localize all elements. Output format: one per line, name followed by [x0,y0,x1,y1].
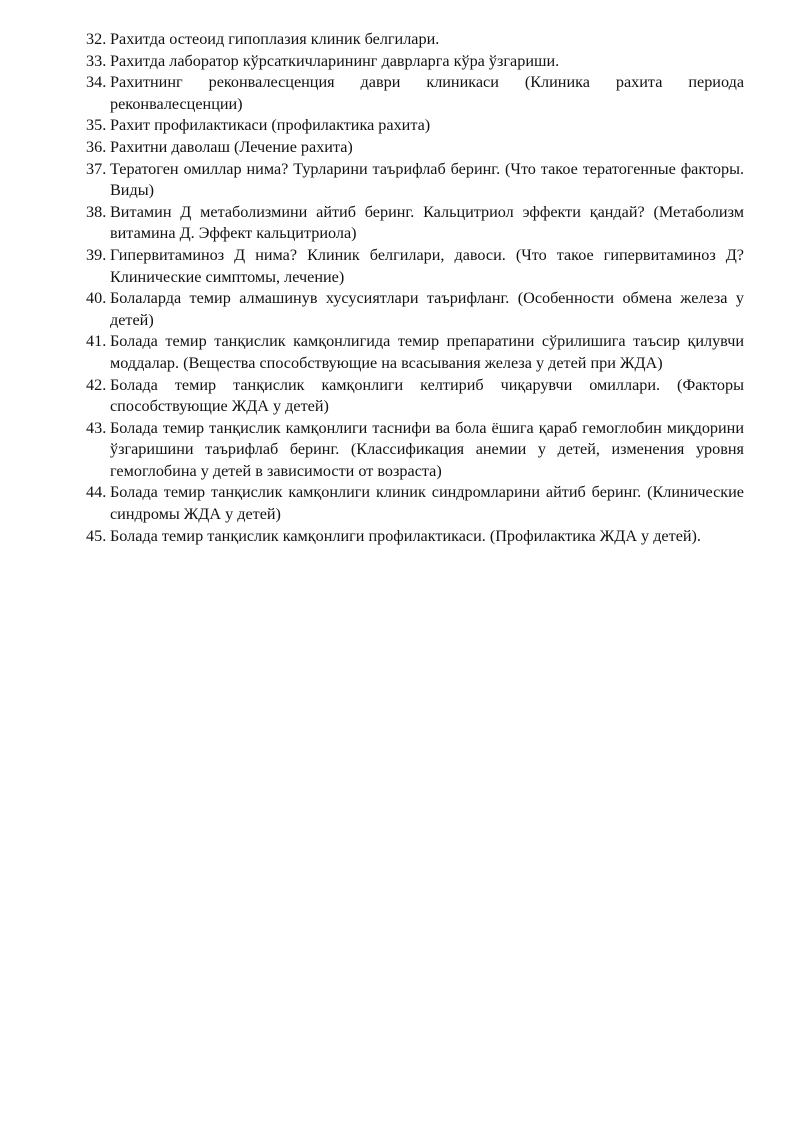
question-item-45 [86,526,744,548]
question-text: Рахит профилактикаси (профилактика рахита) [110,116,431,135]
question-list [86,29,744,547]
question-text: Болаларда темир алмашинув хусусиятлари таърифланг. (Особенности обмена железа у детей) [110,289,744,329]
question-item-44 [86,482,744,525]
question-text: Тератоген омиллар нима? Турларини таърифлаб беринг. (Что такое тератогенные факторы. Виды) [110,159,744,200]
question-item-35 [86,115,744,137]
question-number: 35. [86,116,107,135]
question-item-38 [86,202,744,245]
question-text: Витамин Д метаболизмини айтиб беринг. Кальцитриол эффекти қандай? (Метаболизм витамина Д. Эффект кальцитриола) [110,202,744,243]
question-text: Рахитнинг реконвалесценция даври клиникаси (Клиника рахита периода реконвалесценции) [110,73,744,113]
question-number: 40. [86,289,107,308]
question-number: 43. [86,418,107,437]
question-number: 33. [86,51,107,70]
question-item-34 [86,72,744,115]
question-number: 41. [86,332,107,351]
question-item-41 [86,331,744,374]
question-number: 45. [86,526,107,545]
question-text: Болада темир танқислик камқонлигида темир препаратини сўрилишига таъсир қилувчи моддалар. (Вещества способствующие на всасывания железа у детей при ЖДА) [110,332,744,372]
question-number: 32. [86,30,107,48]
question-text: Болада темир танқислик камқонлиги таснифи ва бола ёшига қараб гемоглобин миқдорини ўзгаришини таърифлаб беринг. (Классификация анемии у детей, изменения уровня гемоглобина у детей в зависимости от возраста) [110,418,744,480]
question-item-32 [86,29,744,51]
question-text: Гипервитаминоз Д нима? Клиник белгилари, давоси. (Что такое гипервитаминоз Д? Клинические симптомы, лечение) [110,245,744,286]
question-item-39 [86,245,744,288]
question-number: 42. [86,375,107,394]
question-text: Рахитни даволаш (Лечение рахита) [110,137,353,156]
question-number: 36. [86,137,107,156]
question-number: 37. [86,159,107,178]
question-text: Болада темир танқислик камқонлиги келтириб чиқарувчи омиллари. (Факторы способствующие ЖДА у детей) [110,375,744,416]
question-number: 34. [86,73,107,92]
question-item-36 [86,137,744,159]
question-text: Болада темир танқислик камқонлиги клиник синдромларини айтиб беринг. (Клинические синдромы ЖДА у детей) [110,483,744,524]
question-item-43 [86,418,744,483]
question-item-37 [86,159,744,202]
question-text: Болада темир танқислик камқонлиги профилактикаси. (Профилактика ЖДА у детей). [110,526,701,545]
question-text: Рахитда лаборатор кўрсаткичларининг даврларга кўра ўзгариши. [110,51,560,70]
question-item-42 [86,375,744,418]
question-number: 38. [86,202,107,221]
question-text: Рахитда остеоид гипоплазия клиник белгилари. [110,30,440,48]
question-number: 39. [86,245,107,264]
question-item-40 [86,288,744,331]
question-item-33 [86,51,744,73]
question-number: 44. [86,483,107,502]
